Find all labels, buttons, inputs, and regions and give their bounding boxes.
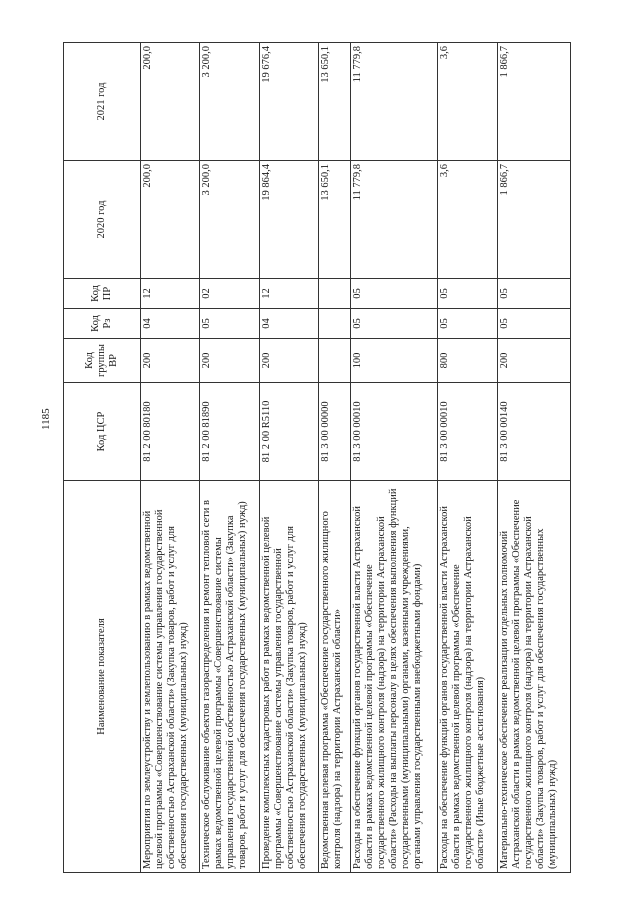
table-body (141, 43, 571, 873)
row-csr: 81 3 00 00010 (438, 383, 497, 481)
row-rz: 05 (350, 309, 437, 339)
row-pr: 12 (141, 279, 200, 309)
header-2020: 2020 год (64, 161, 141, 279)
row-2020: 19 864,4 (259, 161, 318, 279)
row-name: Мероприятия по землеустройству и землепользованию в рамках ведомственной целевой программы «Совершенствование системы управления государственной собственностью Астраханской области» (Закупка товаров, работ и услуг для обеспечения государственных (муниципальных) нужд) (141, 481, 200, 873)
row-csr: 81 3 00 00010 (350, 383, 437, 481)
row-2020: 200,0 (141, 161, 200, 279)
row-vr: 800 (438, 339, 497, 383)
row-pr: 02 (200, 279, 259, 309)
row-csr: 81 2 00 80180 (141, 383, 200, 481)
table-row (141, 43, 200, 873)
table-row (259, 43, 318, 873)
row-pr (319, 279, 350, 309)
page-number: 1185 (40, 408, 52, 430)
header-csr: Код ЦСР (64, 383, 141, 481)
row-csr: 81 2 00 81890 (200, 383, 259, 481)
row-name: Проведение комплексных кадастровых работ в рамках ведомственной целевой программы «Совершенствование системы управления государственной собственностью Астраханской области» (Закупка товаров, работ и услуг для обеспечения государственных (муниципальных) нужд) (259, 481, 318, 873)
header-name: Наименование показателя (64, 481, 141, 873)
row-vr (319, 339, 350, 383)
row-csr: 81 3 00 00000 (319, 383, 350, 481)
row-2020: 13 650,1 (319, 161, 350, 279)
row-pr: 05 (497, 279, 570, 309)
header-row (64, 43, 141, 873)
row-pr: 05 (438, 279, 497, 309)
row-name: Техническое обслуживание объектов газораспределения и ремонт тепловой сети в рамках ведомственной целевой программы «Совершенствование системы управления государственной собственностью Астраханской области» (Закупка товаров, работ и услуг для обеспечения государственных (муниципальных) нужд) (200, 481, 259, 873)
row-2020: 3 200,0 (200, 161, 259, 279)
row-2021: 200,0 (141, 43, 200, 161)
row-csr: 81 3 00 00140 (497, 383, 570, 481)
row-2021: 3 200,0 (200, 43, 259, 161)
row-2021: 1 866,7 (497, 43, 570, 161)
table-row (350, 43, 437, 873)
row-name: Ведомственная целевая программа «Обеспечение государственного жилищного контроля (надзора) на территории Астраханской области» (319, 481, 350, 873)
table-row (438, 43, 497, 873)
table-row (200, 43, 259, 873)
row-vr: 200 (259, 339, 318, 383)
row-rz: 05 (438, 309, 497, 339)
row-rz: 04 (259, 309, 318, 339)
row-2020: 3,6 (438, 161, 497, 279)
header-pr: Код ПР (64, 279, 141, 309)
header-vr: Код группы ВР (64, 339, 141, 383)
table-row (319, 43, 350, 873)
row-csr: 81 2 00 R5110 (259, 383, 318, 481)
row-rz: 05 (200, 309, 259, 339)
row-2021: 19 676,4 (259, 43, 318, 161)
budget-table (63, 42, 571, 873)
row-name: Расходы на обеспечение функций органов государственной власти Астраханской области в рамках ведомственной целевой программы «Обеспечение государственного жилищного контроля (надзора) на территории Астраханской области» (Иные бюджетные ассигнования) (438, 481, 497, 873)
row-rz: 04 (141, 309, 200, 339)
row-vr: 200 (141, 339, 200, 383)
row-2021: 13 650,1 (319, 43, 350, 161)
row-2020: 11 779,8 (350, 161, 437, 279)
header-2021: 2021 год (64, 43, 141, 161)
row-vr: 100 (350, 339, 437, 383)
row-2020: 1 866,7 (497, 161, 570, 279)
row-pr: 05 (350, 279, 437, 309)
table-header (64, 43, 141, 873)
row-name: Расходы на обеспечение функций органов государственной власти Астраханской области в рамках ведомственной целевой программы «Обеспечение государственного жилищного контроля (надзора) на территории Астраханской области» (Расходы на выплаты персоналу в целях обеспечения выполнения функций государственными (муниципальными) органами, казенными учреждениями, органами управления государственными внебюджетными фондами) (350, 481, 437, 873)
row-vr: 200 (497, 339, 570, 383)
row-name: Материально-техническое обеспечение реализации отдельных полномочий Астраханской области в рамках ведомственной целевой программы «Обеспечение государственного жилищного контроля (надзора) на территории Астраханской области» (Закупка товаров, работ и услуг для обеспечения государственных (муниципальных) нужд) (497, 481, 570, 873)
row-pr: 12 (259, 279, 318, 309)
row-rz (319, 309, 350, 339)
row-2021: 3,6 (438, 43, 497, 161)
rotated-table-container (63, 43, 571, 873)
row-vr: 200 (200, 339, 259, 383)
row-rz: 05 (497, 309, 570, 339)
row-2021: 11 779,8 (350, 43, 437, 161)
header-rz: Код Рз (64, 309, 141, 339)
table-row (497, 43, 570, 873)
